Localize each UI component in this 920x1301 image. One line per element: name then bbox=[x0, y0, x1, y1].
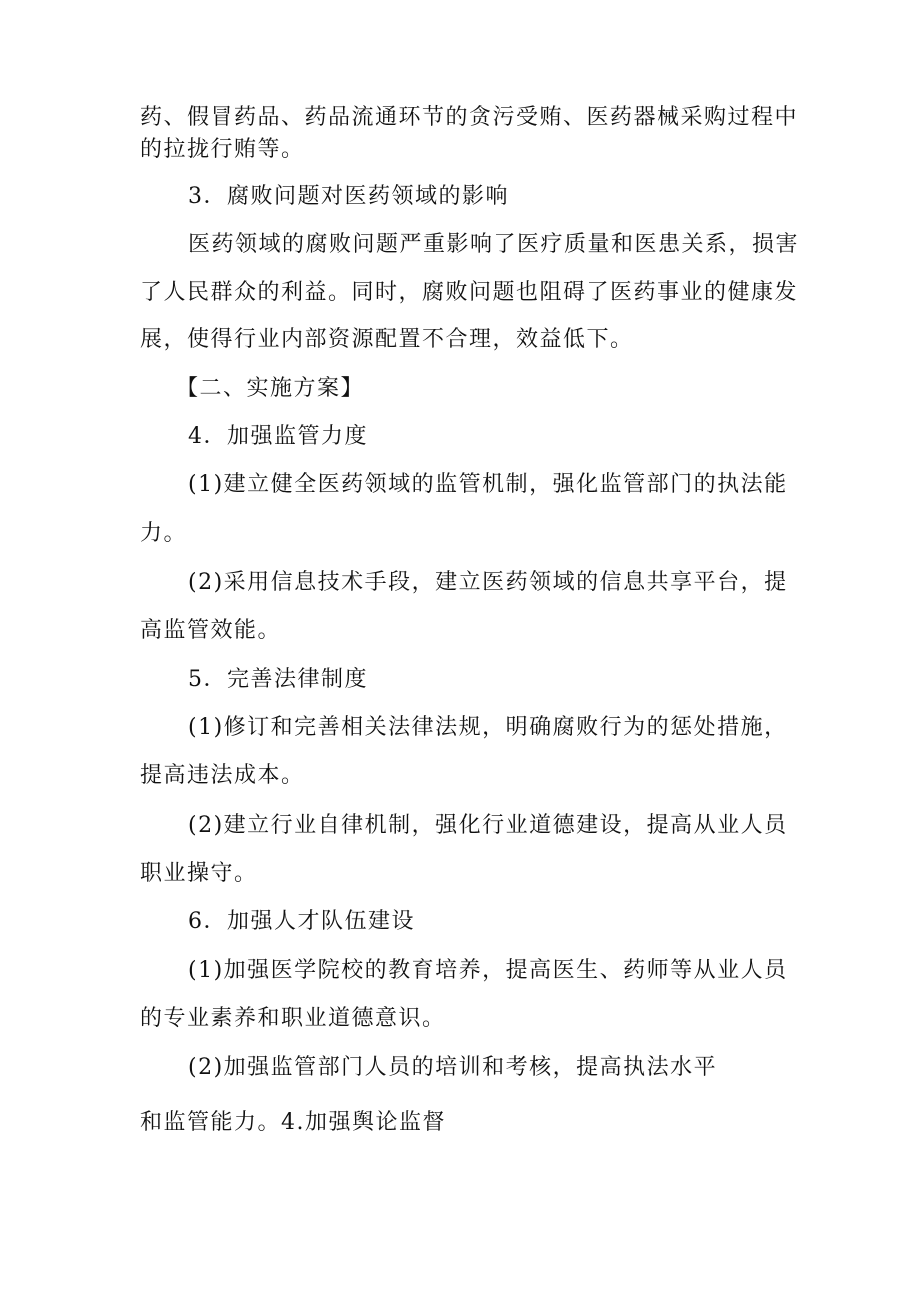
list-item-line: 的专业素养和职业道德意识。 bbox=[140, 1006, 446, 1031]
list-item-line: 职业操守。 bbox=[140, 861, 258, 886]
list-item-line: 高监管效能。 bbox=[140, 618, 282, 643]
part-heading: 【二、实施方案】 bbox=[176, 376, 365, 401]
paragraph-line: 了人民群众的利益。同时，腐败问题也阻碍了医药事业的健康发 bbox=[140, 280, 799, 305]
list-item-line: (2)建立行业自律机制，强化行业道德建设，提高从业人员 bbox=[188, 813, 788, 838]
list-item-line: (1)修订和完善相关法律法规，明确腐败行为的惩处措施， bbox=[188, 715, 788, 740]
paragraph-line: 医药领域的腐败问题严重影响了医疗质量和医患关系，损害 bbox=[188, 232, 800, 257]
paragraph-line: 展，使得行业内部资源配置不合理，效益低下。 bbox=[140, 327, 634, 352]
list-item-line: (2)采用信息技术手段，建立医药领域的信息共享平台，提 bbox=[188, 570, 788, 595]
list-item-line: (1)建立健全医药领域的监管机制，强化监管部门的执法能 bbox=[188, 472, 788, 497]
section-heading-3: 3．腐败问题对医药领域的影响 bbox=[188, 184, 509, 209]
list-item-line: 提高违法成本。 bbox=[140, 763, 305, 788]
list-item-line: (2)加强监管部门人员的培训和考核，提高执法水平 bbox=[188, 1055, 718, 1080]
section-heading-4: 4．加强监管力度 bbox=[188, 424, 368, 449]
paragraph-line: 药、假冒药品、药品流通环节的贪污受贿、医药器械采购过程中 bbox=[140, 105, 799, 130]
list-item-line: 和监管能力。4.加强舆论监督 bbox=[140, 1110, 446, 1135]
section-heading-6: 6．加强人才队伍建设 bbox=[188, 909, 415, 934]
section-heading-5: 5．完善法律制度 bbox=[188, 667, 368, 692]
paragraph-line: 的拉拢行贿等。 bbox=[140, 137, 305, 162]
list-item-line: 力。 bbox=[140, 521, 188, 546]
list-item-line: (1)加强医学院校的教育培养，提高医生、药师等从业人员 bbox=[188, 958, 788, 983]
